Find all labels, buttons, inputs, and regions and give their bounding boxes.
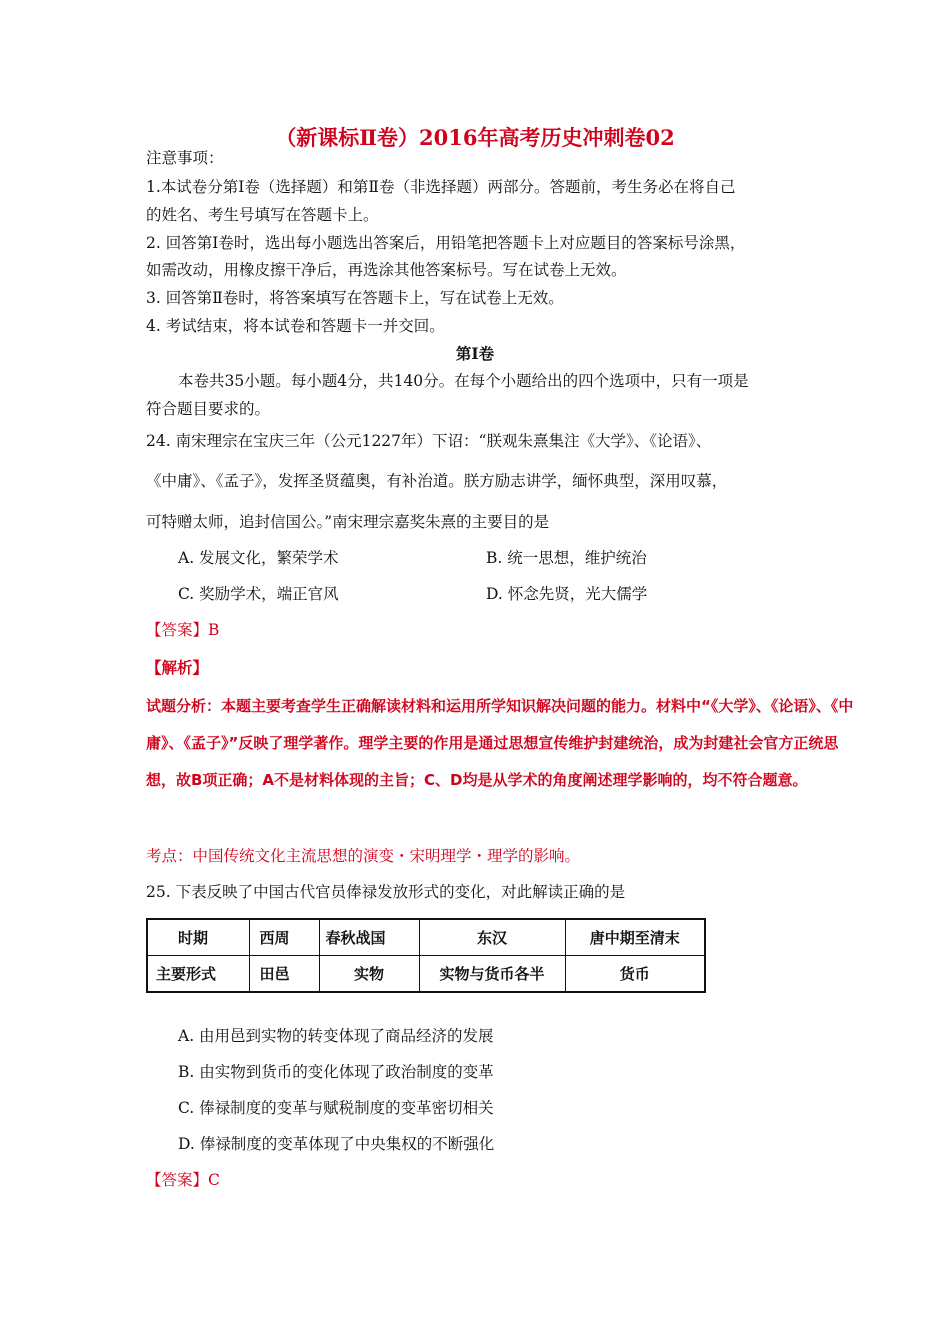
q24-analysis: 庸》、《孟子》”反映了理学著作。理学主要的作用是通过思想宣传维护封建统治，成为封建社会官方正统思 <box>146 734 839 752</box>
q24-analysis-label: 【解析】 <box>146 658 209 677</box>
q25-option-d: D. 俸禄制度的变革体现了中央集权的不断强化 <box>178 1135 495 1153</box>
section-intro-cont: 符合题目要求的。 <box>146 400 271 418</box>
notice-item: 如需改动，用橡皮擦干净后，再选涂其他答案标号。写在试卷上无效。 <box>146 261 627 279</box>
table-cell: 主要形式 <box>147 956 249 993</box>
answer-label: 【答案】 <box>146 1171 209 1189</box>
table-row <box>147 919 705 956</box>
q24-option-a: A. 发展文化，繁荣学术 <box>178 549 339 567</box>
answer-label: 【答案】 <box>146 621 209 639</box>
table-header-cell: 时期 <box>147 919 249 956</box>
table-row <box>147 956 705 993</box>
table-header-cell: 东汉 <box>419 919 565 956</box>
notice-item: 3. 回答第Ⅱ卷时，将答案填写在答题卡上，写在试卷上无效。 <box>146 289 564 307</box>
q24-option-c: C. 奖励学术，端正官风 <box>178 585 339 603</box>
q24-option-d: D. 怀念先贤，光大儒学 <box>486 585 648 603</box>
q24-stem: 可特赠太师，追封信国公。”南宋理宗嘉奖朱熹的主要目的是 <box>146 513 550 531</box>
table-cell: 实物与货币各半 <box>419 956 565 993</box>
table-cell: 货币 <box>565 956 705 993</box>
q25-option-a: A. 由用邑到实物的转变体现了商品经济的发展 <box>178 1027 494 1045</box>
q25-stem: 25. 下表反映了中国古代官员俸禄发放形式的变化，对此解读正确的是 <box>146 883 626 901</box>
q25-option-b: B. 由实物到货币的变化体现了政治制度的变革 <box>178 1063 494 1081</box>
q24-analysis: 想，故B项正确；A不是材料体现的主旨；C、D均是从学术的角度阐述理学影响的，均不符合题意。 <box>146 771 808 789</box>
q24-answer <box>146 620 219 640</box>
notice-item: 4. 考试结束，将本试卷和答题卡一并交回。 <box>146 317 445 335</box>
q25-answer <box>146 1170 220 1190</box>
table-header-cell: 唐中期至清末 <box>565 919 705 956</box>
q24-kaodian: 考点：中国传统文化主流思想的演变・宋明理学・理学的影响。 <box>146 847 581 865</box>
salary-table <box>146 918 706 993</box>
q24-stem: 《中庸》、《孟子》，发挥圣贤蕴奥，有补治道。朕方励志讲学，缅怀典型，深用叹慕， <box>146 472 728 490</box>
section-title: 第Ⅰ卷 <box>455 344 495 363</box>
answer-value: B <box>208 621 220 639</box>
q24-analysis: 试题分析：本题主要考查学生正确解读材料和运用所学知识解决问题的能力。材料中“《大学》、《论语》、《中 <box>146 697 854 715</box>
section-intro: 本卷共35小题。每小题4分，共140分。在每个小题给出的四个选项中，只有一项是 <box>178 372 749 390</box>
notice-item: 的姓名、考生号填写在答题卡上。 <box>146 206 379 224</box>
q24-stem: 24. 南宋理宗在宝庆三年（公元1227年）下诏：“朕观朱熹集注《大学》、《论语》、 <box>146 432 712 450</box>
table-cell: 实物 <box>319 956 419 993</box>
q24-option-b: B. 统一思想，维护统治 <box>486 549 647 567</box>
notice-heading: 注意事项： <box>146 149 224 167</box>
answer-value: C <box>208 1171 220 1189</box>
table-header-cell: 春秋战国 <box>319 919 419 956</box>
table-cell: 田邑 <box>249 956 319 993</box>
notice-item: 1.本试卷分第Ⅰ卷（选择题）和第Ⅱ卷（非选择题）两部分。答题前，考生务必在将自己 <box>146 178 736 196</box>
notice-item: 2. 回答第Ⅰ卷时，选出每小题选出答案后，用铅笔把答题卡上对应题目的答案标号涂黑， <box>146 234 746 252</box>
table-header-cell: 西周 <box>249 919 319 956</box>
page-title: （新课标Ⅱ卷）2016年高考历史冲刺卷02 <box>275 125 675 150</box>
q25-option-c: C. 俸禄制度的变革与赋税制度的变革密切相关 <box>178 1099 494 1117</box>
